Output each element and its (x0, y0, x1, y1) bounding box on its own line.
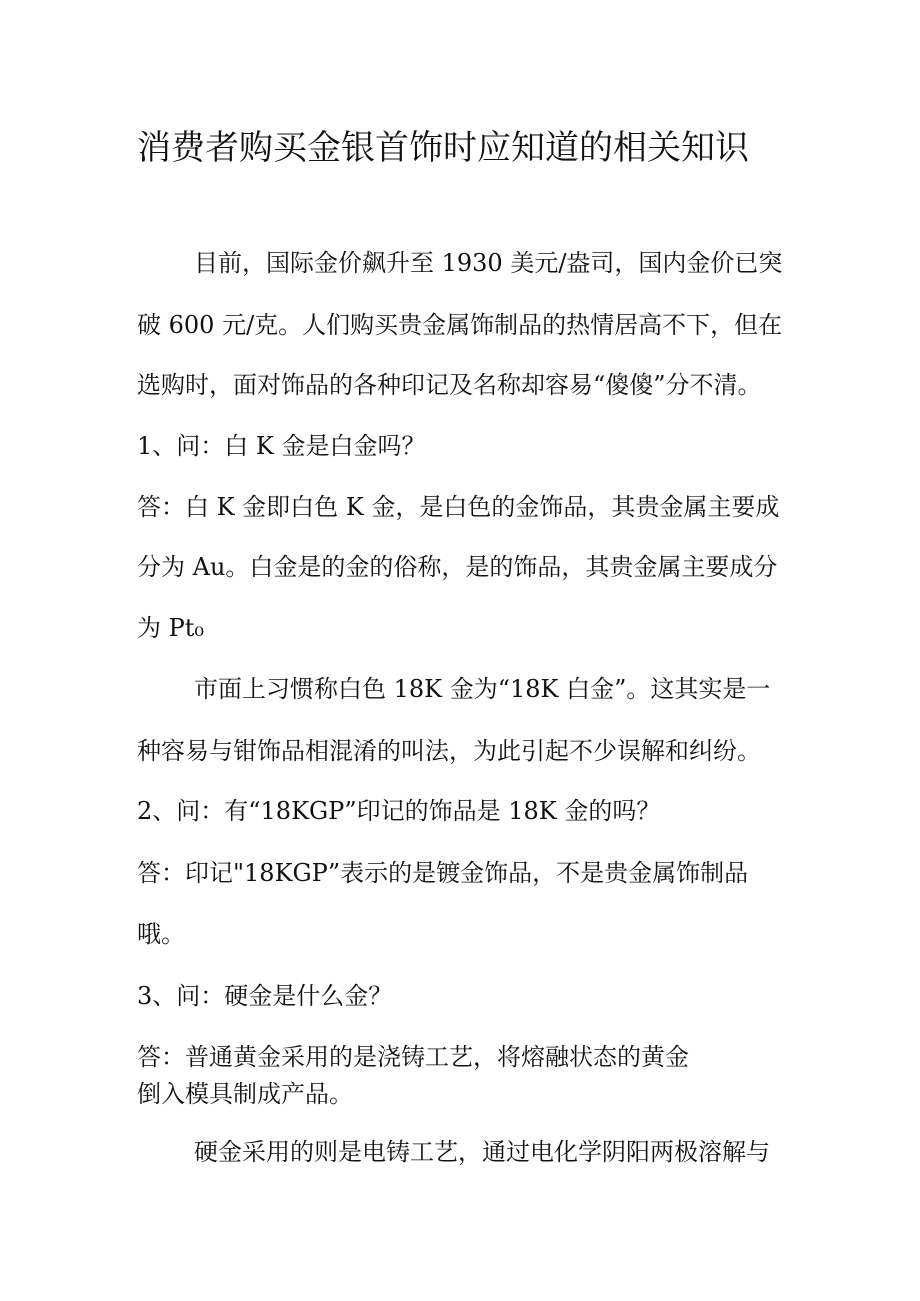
answer-line: 答：印记"18KGP”表示的是镀金饰品，不是贵金属饰制品 (137, 859, 749, 887)
paragraph-line: 目前，国际金价飙升至 1930 美元/盎司，国内金价已突 (194, 249, 783, 277)
paragraph-line: 选购时，面对饰品的各种印记及名称却容易“傻傻”分不清。 (137, 371, 762, 399)
answer-line: 哦。 (137, 920, 185, 948)
answer-line: 分为 Au。白金是的金的俗称，是的饰品，其贵金属主要成分 (137, 553, 778, 581)
page-title: 消费者购买金银首饰时应知道的相关知识 (137, 128, 749, 168)
question-line: 1、问：白 K 金是白金吗？ (137, 432, 426, 460)
question-line: 3、问：硬金是什么金？ (137, 982, 393, 1010)
answer-line: 答：普通黄金采用的是浇铸工艺，将熔融状态的黄金 (137, 1043, 689, 1071)
paragraph-line: 市面上习惯称白色 18K 金为“18K 白金”。这其实是一 (194, 675, 771, 703)
paragraph-line: 种容易与钳饰品相混淆的叫法，为此引起不少误解和纠纷。 (137, 737, 761, 765)
answer-line: 倒入模具制成产品。 (137, 1080, 353, 1108)
answer-line: 为 Pt₀ (137, 614, 205, 642)
answer-line: 答：白 K 金即白色 K 金，是白色的金饰品，其贵金属主要成 (137, 493, 780, 521)
question-line: 2、问：有“18KGP”印记的饰品是 18K 金的吗？ (137, 797, 661, 825)
paragraph-line: 硬金采用的则是电铸工艺，通过电化学阴阳两极溶解与 (194, 1138, 770, 1166)
paragraph-line: 破 600 元/克。人们购买贵金属饰制品的热情居高不下，但在 (137, 311, 783, 339)
